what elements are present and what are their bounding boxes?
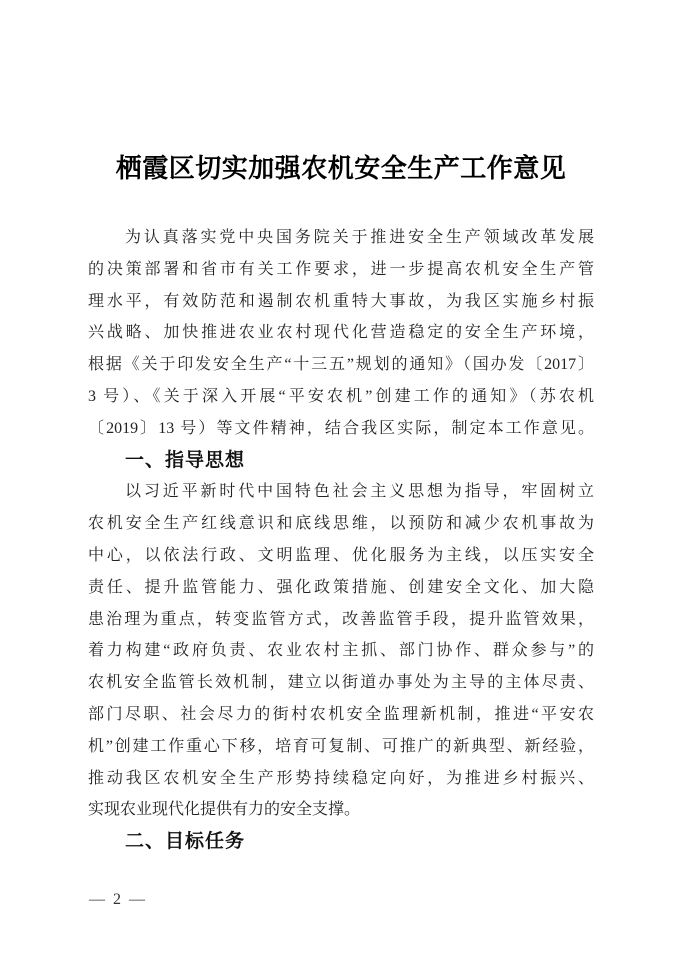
- text-line: 兴战略、加快推进农业农村现代化营造稳定的安全生产环境，: [88, 324, 594, 342]
- document-title: 栖霞区切实加强农机安全生产工作意见: [115, 154, 567, 183]
- text-line: 〔2019〕13 号）等文件精神，结合我区实际，制定本工作意见。: [88, 419, 594, 437]
- section-heading: 一、指导思想: [125, 449, 246, 471]
- text-line: 机”创建工作重心下移，培育可复制、可推广的新典型、新经验，: [88, 737, 594, 755]
- text-line: 理水平，有效防范和遏制农机重特大事故，为我区实施乡村振: [88, 292, 594, 310]
- text-line: 患治理为重点，转变监管方式，改善监管手段，提升监管效果，: [88, 610, 594, 628]
- text-line: 中心，以依法行政、文明监理、优化服务为主线，以压实安全: [88, 546, 594, 564]
- text-line: 责任、提升监管能力、强化政策措施、创建安全文化、加大隐: [88, 578, 594, 596]
- text-line: 以习近平新时代中国特色社会主义思想为指导，牢固树立: [125, 483, 594, 501]
- text-line: 实现农业现代化提供有力的安全支撑。: [88, 801, 361, 819]
- text-line: 为认真落实党中央国务院关于推进安全生产领域改革发展: [125, 229, 594, 246]
- text-line: 3 号）、《关于深入开展“平安农机”创建工作的通知》（苏农机: [88, 387, 594, 405]
- text-line: 的决策部署和省市有关工作要求，进一步提高农机安全生产管: [88, 260, 594, 278]
- text-line: 农机安全监管长效机制，建立以街道办事处为主导的主体尽责、: [88, 674, 594, 692]
- section-heading: 二、目标任务: [125, 831, 246, 853]
- text-line: 着力构建“政府负责、农业农村主抓、部门协作、群众参与”的: [88, 642, 594, 660]
- text-line: 根据《关于印发安全生产“十三五”规划的通知》（国办发〔2017〕: [88, 356, 594, 374]
- document-body: [88, 222, 594, 858]
- text-line: 部门尽职、社会尽力的街村农机安全监理新机制，推进“平安农: [88, 705, 594, 723]
- text-line: 农机安全生产红线意识和底线思维，以预防和减少农机事故为: [88, 515, 594, 533]
- page-number: — 2 —: [89, 891, 147, 908]
- text-line: 推动我区农机安全生产形势持续稳定向好，为推进乡村振兴、: [88, 769, 594, 787]
